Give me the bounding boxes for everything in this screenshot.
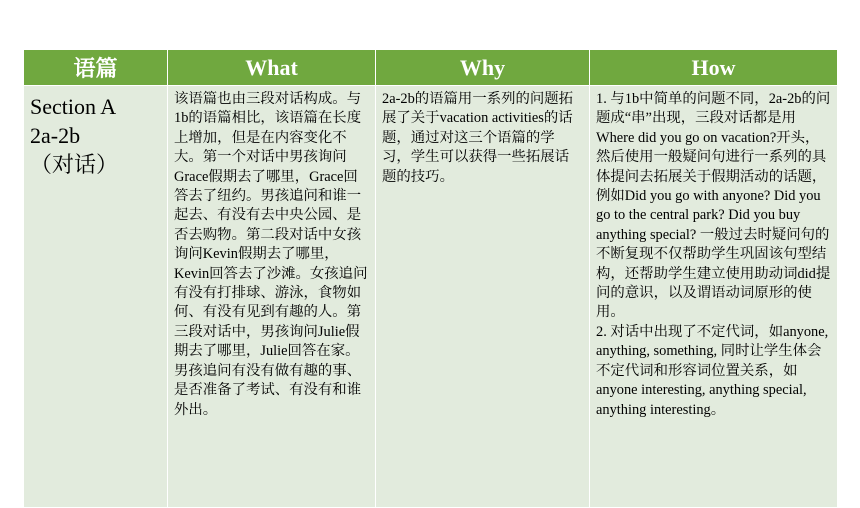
header-how: How — [590, 50, 838, 86]
section-range: 2a-2b — [30, 123, 81, 148]
why-text: 2a-2b的语篇用一系列的问题拓展了关于vacation activities的话题，通过对这三个语篇的学习，学生可以获得一些拓展话题的技巧。 — [382, 91, 574, 185]
section-type: （对话） — [30, 152, 119, 177]
what-text: 该语篇也由三段对话构成。与1b的语篇相比，该语篇在长度上增加，但是在内容变化不大。第一个对话中男孩询问Grace假期去了哪里，Grace回答去了纽约。男孩追问和谁一起去、有没有去中央公园、是否去购物。第二段对话中女孩询问Kevin假期去了哪里，Kevin回答去了沙滩。女孩追问有没有打排球、游泳，食物如何、有没有见到有趣的人。第三段对话中，男孩询问Julie假期去了哪里，Julie回答在家。男孩追问有没有做有趣的事、是否准备了考试、有没有和谁外出。 — [174, 91, 368, 418]
header-why: Why — [376, 50, 590, 86]
header-discourse: 语篇 — [24, 50, 168, 86]
discourse-analysis-table — [23, 49, 838, 508]
header-row — [24, 50, 838, 86]
header-what: What — [168, 50, 376, 86]
how-point-1: 1. 与1b中简单的问题不同，2a-2b的问题成“串”出现，三段对话都是用Where did you go on vacation?开头，然后使用一般疑问句进行一系列的具体提问去拓展关于假期活动的话题，例如Did you go with anyone? Did you go to the central park? Did you buy anything special? 一般过去时疑问句的不断复现不仅帮助学生巩固该句型结构，还帮助学生建立使用助动词did提问的意识，以及谓语动词原形的使用。 — [596, 91, 831, 321]
section-cell — [24, 86, 168, 508]
section-name: Section A — [30, 94, 117, 119]
what-cell — [168, 86, 376, 508]
how-cell — [590, 86, 838, 508]
table-row — [24, 86, 838, 508]
why-cell — [376, 86, 590, 508]
how-point-2: 2. 对话中出现了不定代词，如anyone, anything, something, 同时让学生体会不定代词和形容词位置关系，如 anyone interesting, anything special, anything interesting。 — [596, 323, 829, 418]
